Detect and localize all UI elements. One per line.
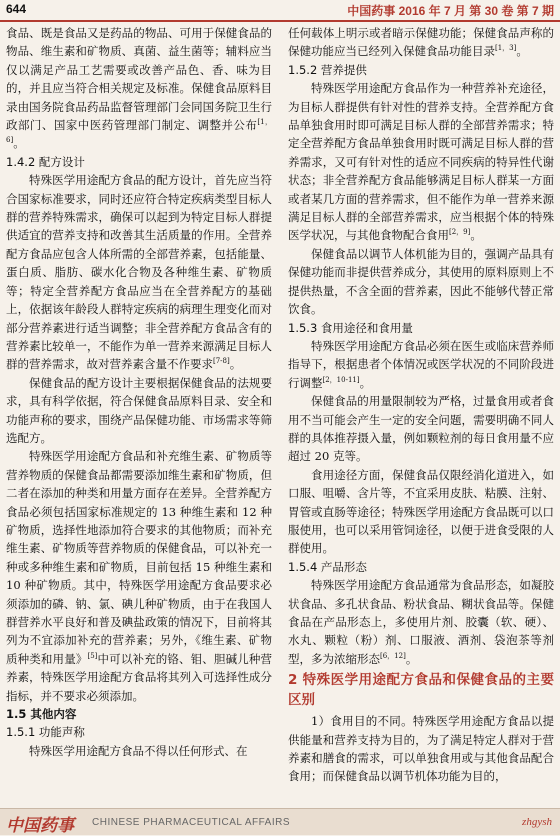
paragraph: 特殊医学用途配方食品的配方设计，首先应当符合国家标准要求，同时还应符合特定疾病类型目标人群的营养特殊需求，确保可以起到为特定目标人群提供适宜的营养支持和改善其生活质量的作用。全营养配方食品应包含人体所需的全部营养素，包括能量、蛋白质、脂肪、碳水化合物及各种维生素、矿物质等；特定全营养配方食品应当在全营养配方的基础上，依据该年龄段人群特定疾病的病理生理变化而对部分营养素进行适当调整；非全营养配方食品含有的营养素比较单一，不能作为单一营养来源满足目标人群的营养需求，故对营养素含量不作要求[7-8]。 (6, 173, 272, 372)
citation: [6，12] (380, 651, 406, 660)
section-heading-1-5-3: 1.5.3 食用途径和食用量 (288, 320, 413, 335)
page-header (0, 0, 560, 22)
section-heading-1-5-4: 1.5.4 产品形态 (288, 559, 367, 574)
journal-logo: 中国药事 (6, 816, 74, 836)
journal-english-name: CHINESE PHARMACEUTICAL AFFAIRS (92, 817, 290, 828)
paragraph: 食用途径方面，保健食品仅限经消化道进入，如口服、咀嚼、含片等，不宜采用皮肤、粘膜、注射、胃管或直肠等途径；特殊医学用途配方食品既可以口服使用，也可以采用管饲途径，以便于进食受限的人群使用。 (288, 467, 554, 556)
section-heading-2: 2 特殊医学用途配方食品和保健食品的主要区别 (288, 672, 554, 709)
citation: [2，9] (449, 228, 471, 237)
paragraph: 食品、既是食品又是药品的物品、可用于保健食品的物品、维生素和矿物质、真菌、益生菌等；辅料应当仅以满足产品工艺需要或改善产品色、香、味为目的，并且应当符合相关规定及标准。保健食品原料目录由国务院食品药品监督管理部门会同国务院卫生行政部门、国家中医药管理部门制定、调整并公布[1，6]。 (6, 26, 272, 151)
citation: [1，3] (495, 44, 517, 53)
right-column (288, 24, 554, 786)
journal-issue-info: 中国药事 2016 年 7 月 第 30 卷 第 7 期 (347, 4, 554, 18)
citation: [1，6] (6, 118, 272, 145)
paragraph: 特殊医学用途配方食品必须在医生或临床营养师指导下，根据患者个体情况或医学状况的不同阶段进行调整[2，10-11]。 (288, 338, 554, 390)
paragraph: 特殊医学用途配方食品和补充维生素、矿物质等营养物质的保健食品都需要添加维生素和矿物质，但二者在添加的种类和用量方面存在差异。全营养配方食品必须包括国家标准规定的 13 种维生素和 12 种矿物质，选择性地添加符合要求的其他物质；而补充维生素、矿物质等营养物质的保健食品，可以补充一种或多种维生素和矿物质，目前包括 15 种维生素和 10 种矿物质。其中，特殊医学用途配方食品要求必须添加的磷、钠、氯、碘儿种矿物质，由于在我国人群营养水平良好和普及碘盐政策的情况下，目前将其列为不宜添加补充的营养素；另外，《维生素、矿物质种类和用量》[5]中可以补充的铬、钼、胆碱儿种营养素，特殊医学用途配方食品将其列入可选择性成分指标，并不要求必须添加。 (6, 449, 273, 703)
paragraph: 保健食品以调节人体机能为目的，强调产品具有保健功能而非提供营养成分，其使用的原料原则上不提供热量，不含全面的营养素，因此不能够代替正常饮食。 (288, 246, 554, 317)
journal-site-mark: zhgysh (522, 816, 552, 828)
section-heading-1-4-2: 1.4.2 配方设计 (6, 154, 85, 169)
left-column (6, 24, 272, 760)
page-number: 644 (6, 2, 27, 16)
section-heading-1-5-1: 1.5.1 功能声称 (6, 725, 85, 740)
paragraph: 保健食品的配方设计主要根据保健食品的法规要求，具有科学依据，符合保健食品原料目录、安全和功能声称的要求，围绕产品保健功能、市场需求等筛选配方。 (6, 375, 272, 445)
section-heading-1-5: 1.5 其他内容 (6, 707, 77, 722)
paragraph: 1）食用目的不同。特殊医学用途配方食品以提供能量和营养支持为目的，为了满足特定人群对于营养素和膳食的需求，可以单独食用或与其他食品配合食用；而保健食品以调节机体功能为目的， (288, 714, 554, 784)
citation: [7-8] (213, 357, 230, 366)
paragraph: 特殊医学用途配方食品不得以任何形式、在 (29, 743, 248, 758)
citation: [5] (87, 651, 98, 660)
page-footer (0, 808, 560, 835)
citation: [2，10-11] (322, 375, 360, 384)
paragraph: 特殊医学用途配方食品通常为食品形态，如凝胶状食品、多孔状食品、粉状食品、糊状食品等。保健食品在产品形态上，多使用片剂、胶囊（软、硬）、水丸、颗粒（粉）剂、口服液、酒剂、袋泡茶等剂型，多为浓缩形态[6，12]。 (288, 578, 554, 666)
paragraph: 特殊医学用途配方食品作为一种营养补充途径，为目标人群提供有针对性的营养支持。全营养配方食品单独食用时即可满足目标人群的全部营养需求；特定全营养配方食品单独食用时既可满足目标人群的营养需求，又可有针对性的适应不同疾病的特异性代谢状态；非全营养配方食品能够满足目标人群某一方面或者某几方面的营养需求，但不能作为单一营养来源满足目标人群的全部营养需求，应当根据个体的特殊医学状况，与其他食物配合食用[2，9]。 (288, 81, 554, 243)
section-heading-1-5-2: 1.5.2 营养提供 (288, 62, 367, 77)
paragraph: 保健食品的用量限制较为严格，过量食用或者食用不当可能会产生一定的安全问题，需要明确不同人群的具体推荐摄入量，例如颗粒剂的每日食用量不应超过 20 克等。 (288, 394, 554, 464)
paragraph: 任何载体上明示或者暗示保健功能；保健食品声称的保健功能应当已经列入保健食品功能目录[1，3]。 (288, 26, 554, 59)
